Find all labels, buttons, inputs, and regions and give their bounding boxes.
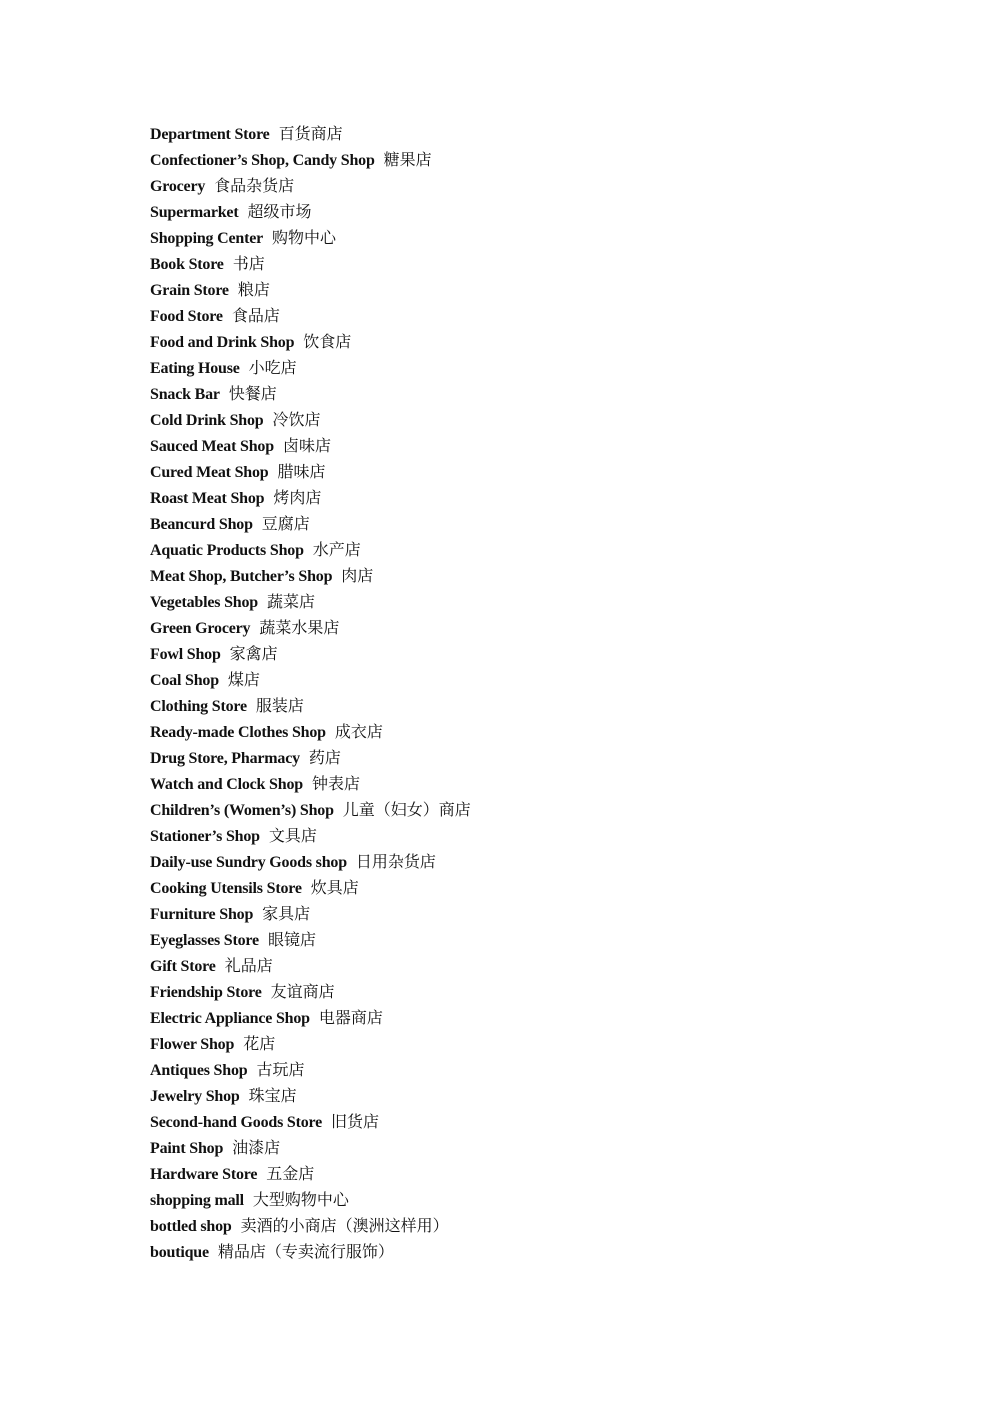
chinese-translation: 五金店 [266,1164,315,1183]
chinese-translation: 食品杂货店 [214,176,295,195]
list-item [150,1135,471,1161]
list-item [150,1161,471,1187]
list-item [150,1005,471,1031]
chinese-translation: 卤味店 [282,436,331,455]
english-term: Shopping Center [150,230,264,247]
english-term: Aquatic Products Shop [150,542,304,559]
chinese-translation: 煤店 [227,670,260,689]
list-item [150,1213,471,1239]
list-item [150,875,471,901]
chinese-translation: 豆腐店 [261,514,310,533]
english-term: boutique [150,1244,209,1261]
list-item [150,1083,471,1109]
chinese-translation: 粮店 [237,280,270,299]
list-item [150,849,471,875]
chinese-translation: 旧货店 [331,1112,380,1131]
english-term: Friendship Store [150,984,262,1001]
chinese-translation: 文具店 [268,826,317,845]
english-term: Cured Meat Shop [150,464,269,481]
chinese-translation: 肉店 [341,566,374,585]
list-item [150,771,471,797]
list-item [150,199,471,225]
list-item [150,1109,471,1135]
list-item [150,355,471,381]
english-term: Food and Drink Shop [150,334,295,351]
list-item [150,277,471,303]
chinese-translation: 饮食店 [303,332,352,351]
chinese-translation: 超级市场 [247,202,312,221]
list-item [150,381,471,407]
english-term: Beancurd Shop [150,516,253,533]
list-item [150,797,471,823]
chinese-translation: 蔬菜水果店 [259,618,340,637]
list-item [150,693,471,719]
english-term: Grocery [150,178,206,195]
english-term: Drug Store, Pharmacy [150,750,300,767]
english-term: Antiques Shop [150,1062,248,1079]
english-term: Flower Shop [150,1036,235,1053]
list-item [150,1057,471,1083]
english-term: Meat Shop, Butcher’s Shop [150,568,333,585]
english-term: Book Store [150,256,224,273]
english-term: Grain Store [150,282,229,299]
list-item [150,251,471,277]
chinese-translation: 日用杂货店 [355,852,436,871]
list-item [150,303,471,329]
chinese-translation: 腊味店 [277,462,326,481]
chinese-translation: 炊具店 [310,878,359,897]
chinese-translation: 精品店（专卖流行服饰） [217,1242,394,1261]
list-item [150,589,471,615]
list-item [150,667,471,693]
english-term: Hardware Store [150,1166,258,1183]
chinese-translation: 百货商店 [278,124,343,143]
english-term: Coal Shop [150,672,219,689]
list-item [150,147,471,173]
english-term: Eyeglasses Store [150,932,259,949]
english-term: Food Store [150,308,223,325]
chinese-translation: 蔬菜店 [267,592,316,611]
list-item [150,1239,471,1265]
chinese-translation: 友谊商店 [270,982,335,1001]
chinese-translation: 儿童（妇女）商店 [342,800,471,819]
chinese-translation: 花店 [243,1034,276,1053]
list-item [150,407,471,433]
chinese-translation: 食品店 [231,306,280,325]
chinese-translation: 珠宝店 [248,1086,297,1105]
english-term: Children’s (Women’s) Shop [150,802,334,819]
list-item [150,173,471,199]
english-term: Electric Appliance Shop [150,1010,310,1027]
english-term: Confectioner’s Shop, Candy Shop [150,152,375,169]
english-term: Green Grocery [150,620,251,637]
english-term: Furniture Shop [150,906,254,923]
chinese-translation: 水产店 [312,540,361,559]
chinese-translation: 家禽店 [229,644,278,663]
chinese-translation: 购物中心 [272,228,337,247]
chinese-translation: 古玩店 [256,1060,305,1079]
english-term: Stationer’s Shop [150,828,260,845]
chinese-translation: 烤肉店 [273,488,322,507]
list-item [150,563,471,589]
chinese-translation: 成衣店 [334,722,383,741]
list-item [150,979,471,1005]
english-term: bottled shop [150,1218,232,1235]
english-term: Daily-use Sundry Goods shop [150,854,347,871]
english-term: Eating House [150,360,240,377]
list-item [150,537,471,563]
list-item [150,719,471,745]
vocabulary-list [150,121,471,1265]
chinese-translation: 快餐店 [228,384,277,403]
english-term: Sauced Meat Shop [150,438,274,455]
list-item [150,225,471,251]
list-item [150,511,471,537]
list-item [150,121,471,147]
chinese-translation: 礼品店 [224,956,273,975]
list-item [150,641,471,667]
english-term: Ready-made Clothes Shop [150,724,326,741]
list-item [150,745,471,771]
english-term: Clothing Store [150,698,247,715]
chinese-translation: 小吃店 [248,358,297,377]
list-item [150,329,471,355]
english-term: Second-hand Goods Store [150,1114,323,1131]
list-item [150,1031,471,1057]
list-item [150,433,471,459]
chinese-translation: 油漆店 [232,1138,281,1157]
english-term: shopping mall [150,1192,244,1209]
english-term: Fowl Shop [150,646,221,663]
chinese-translation: 家具店 [262,904,311,923]
chinese-translation: 眼镜店 [267,930,316,949]
english-term: Vegetables Shop [150,594,258,611]
list-item [150,1187,471,1213]
english-term: Roast Meat Shop [150,490,265,507]
english-term: Watch and Clock Shop [150,776,303,793]
chinese-translation: 糖果店 [383,150,432,169]
list-item [150,927,471,953]
chinese-translation: 书店 [232,254,265,273]
chinese-translation: 药店 [308,748,341,767]
list-item [150,485,471,511]
chinese-translation: 电器商店 [318,1008,383,1027]
list-item [150,953,471,979]
english-term: Department Store [150,126,270,143]
list-item [150,459,471,485]
chinese-translation: 服装店 [255,696,304,715]
english-term: Snack Bar [150,386,220,403]
english-term: Supermarket [150,204,239,221]
chinese-translation: 钟表店 [311,774,360,793]
english-term: Cooking Utensils Store [150,880,302,897]
list-item [150,823,471,849]
english-term: Gift Store [150,958,216,975]
list-item [150,901,471,927]
chinese-translation: 冷饮店 [272,410,321,429]
english-term: Paint Shop [150,1140,224,1157]
english-term: Jewelry Shop [150,1088,240,1105]
list-item [150,615,471,641]
chinese-translation: 卖酒的小商店（澳洲这样用） [240,1216,449,1235]
chinese-translation: 大型购物中心 [252,1190,349,1209]
english-term: Cold Drink Shop [150,412,264,429]
